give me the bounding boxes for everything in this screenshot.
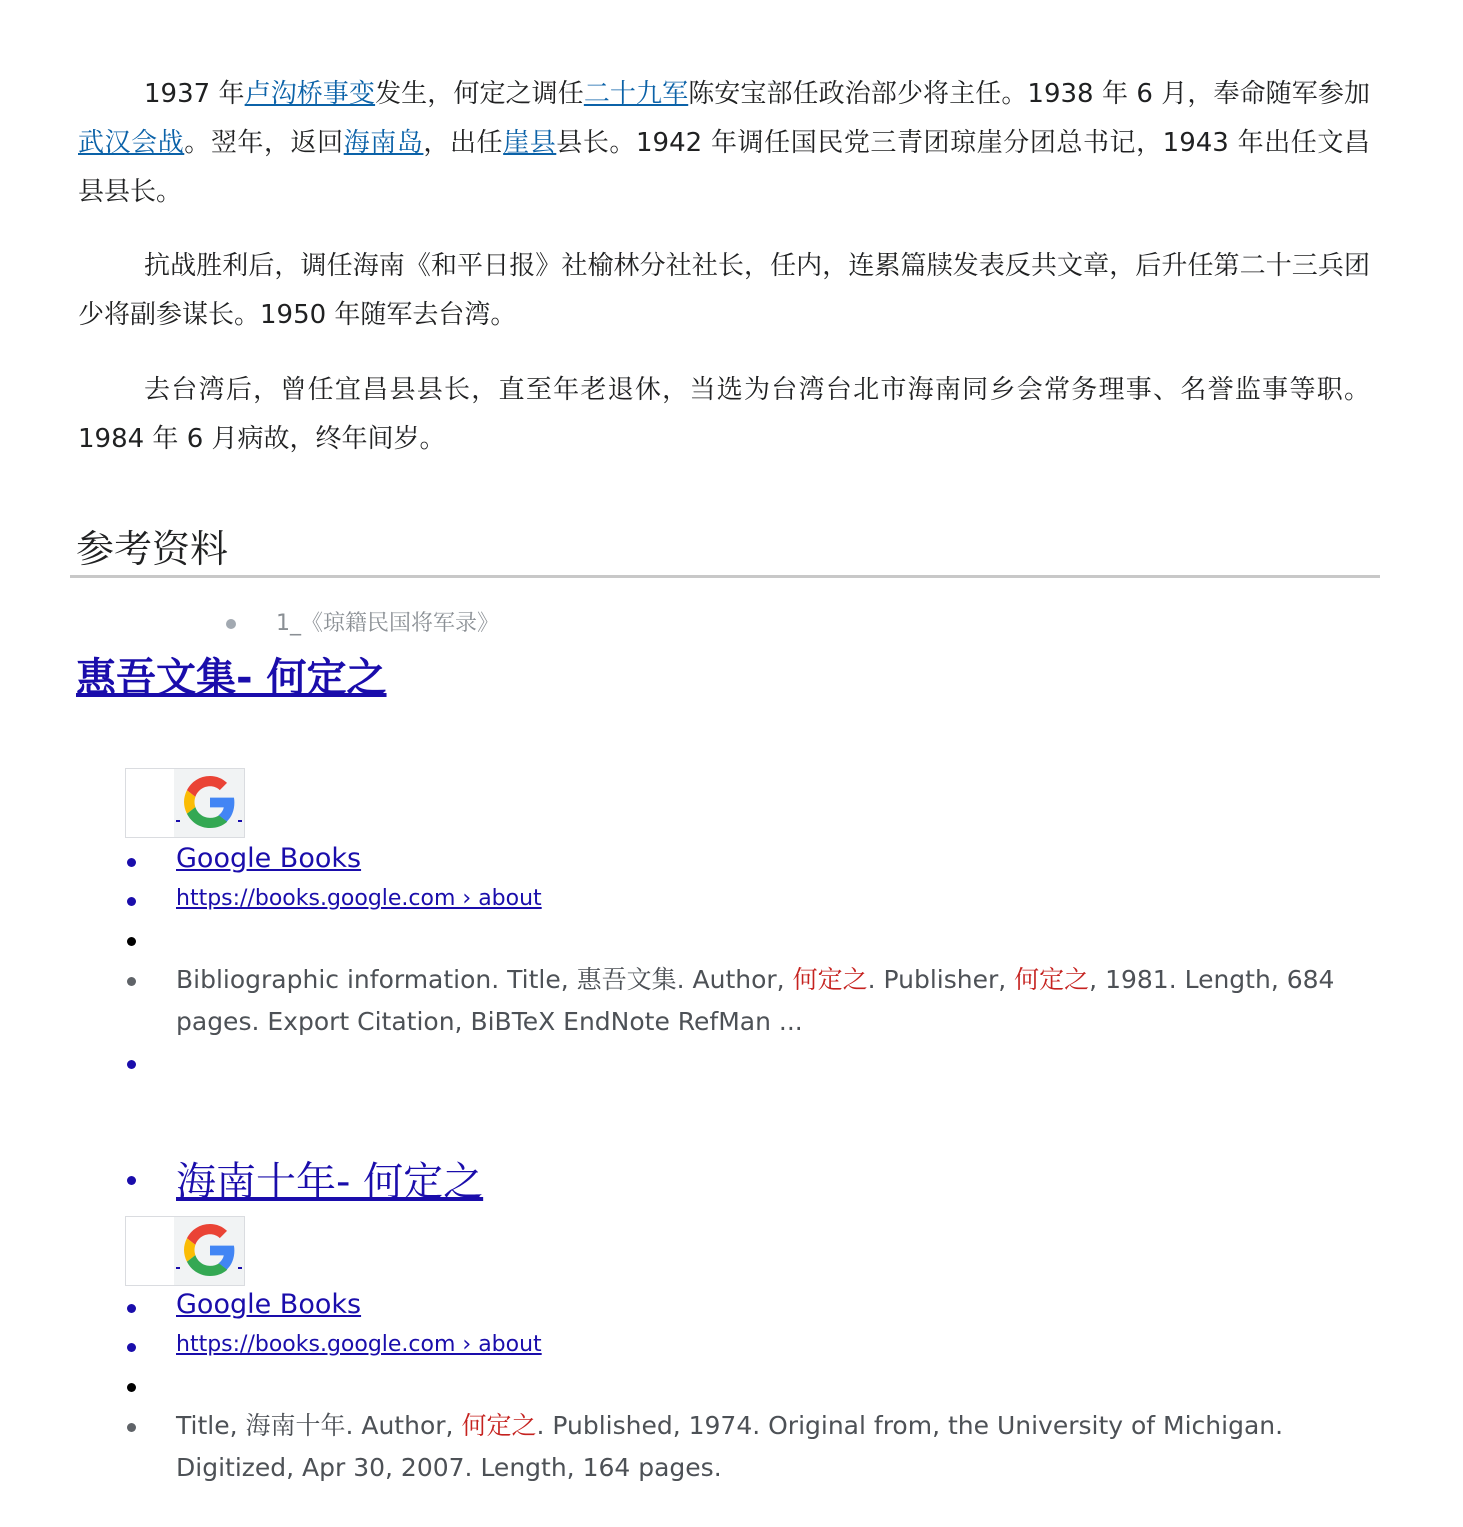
section-heading-references: 参考资料: [76, 527, 229, 571]
google-g-logo-icon: [184, 776, 236, 828]
list-bullet: [127, 1343, 136, 1352]
paragraph-text: 县长。1942 年调任国民党三青团琼崖分团总书记，1943 年出任文昌县县长。: [78, 128, 1370, 207]
section-divider: [70, 575, 1380, 578]
source-name-link[interactable]: Google Books: [176, 1289, 362, 1320]
wiki-link[interactable]: 海南岛: [343, 128, 424, 158]
list-bullet: [226, 619, 236, 629]
paragraph-text: 去台湾后，曾任宜昌县县长，直至年老退休，当选为台湾台北市海南同乡会常务理事、名誉监事等职。1984 年 6 月病故，终年间岁。: [78, 375, 1370, 454]
list-bullet: [127, 858, 136, 867]
list-bullet: [127, 1176, 136, 1185]
list-bullet: [127, 1383, 136, 1392]
wiki-link[interactable]: 武汉会战: [78, 128, 185, 158]
result-snippet: [176, 1405, 1356, 1489]
google-favicon-box[interactable]: [125, 1216, 245, 1286]
snippet-text: Bibliographic information. Title, 惠吾文集. Author,: [176, 965, 793, 994]
source-name-link[interactable]: Google Books: [176, 843, 362, 874]
google-g-logo-icon: [184, 1224, 236, 1276]
highlighted-term: 何定之: [1014, 965, 1090, 994]
paragraph-text: 陈安宝部任政治部少将主任。1938 年 6 月，奉命随军参加: [688, 79, 1370, 109]
paragraph-text: ，出任: [423, 128, 504, 158]
list-bullet: [127, 977, 136, 986]
highlighted-term: 何定之: [792, 965, 868, 994]
snippet-text: . Published, 1974. Original from, the University of Michigan. Digitized, Apr 30, 2007. Length, 164 pages.: [176, 1411, 1284, 1482]
wiki-link[interactable]: 崖县: [503, 128, 557, 158]
link-dot[interactable]: [238, 820, 242, 822]
snippet-text: . Publisher,: [867, 965, 1015, 994]
result-title-link[interactable]: 海南十年- 何定之: [176, 1159, 484, 1205]
list-bullet: [127, 1423, 136, 1432]
google-favicon-box[interactable]: [125, 768, 245, 838]
paragraph-text: 发生，何定之调任: [375, 79, 584, 109]
link-dot[interactable]: [176, 820, 180, 822]
favicon-background: [174, 769, 244, 837]
list-bullet: [127, 937, 136, 946]
paragraph-text: 。翌年，返回: [184, 128, 344, 158]
list-bullet: [127, 1060, 136, 1069]
list-bullet: [127, 1304, 136, 1313]
result-url-link[interactable]: https://books.google.com › about: [176, 886, 542, 911]
snippet-text: , 1981. Length, 684 pages. Export Citation, BiBTeX EndNote RefMan ...: [176, 965, 1335, 1036]
link-dot[interactable]: [238, 1267, 242, 1269]
result-snippet: [176, 959, 1356, 1043]
wiki-link[interactable]: 卢沟桥事变: [244, 79, 376, 109]
result-url-link[interactable]: https://books.google.com › about: [176, 1332, 542, 1357]
wiki-link[interactable]: 二十九军: [583, 79, 689, 109]
article-paragraph: [78, 366, 1370, 464]
snippet-text: Title, 海南十年. Author,: [176, 1411, 462, 1440]
reference-item: 1_《琼籍民国将军录》: [276, 611, 499, 636]
article-paragraph: [78, 242, 1370, 340]
favicon-background: [174, 1217, 244, 1285]
result-title-link[interactable]: 惠吾文集- 何定之: [76, 655, 387, 701]
paragraph-text: 1937 年: [144, 79, 245, 109]
highlighted-term: 何定之: [461, 1411, 537, 1440]
paragraph-text: 抗战胜利后，调任海南《和平日报》社榆林分社社长，任内，连累篇牍发表反共文章，后升任第二十三兵团少将副参谋长。1950 年随军去台湾。: [78, 251, 1370, 330]
article-paragraph: [78, 70, 1370, 217]
link-dot[interactable]: [176, 1267, 180, 1269]
list-bullet: [127, 897, 136, 906]
